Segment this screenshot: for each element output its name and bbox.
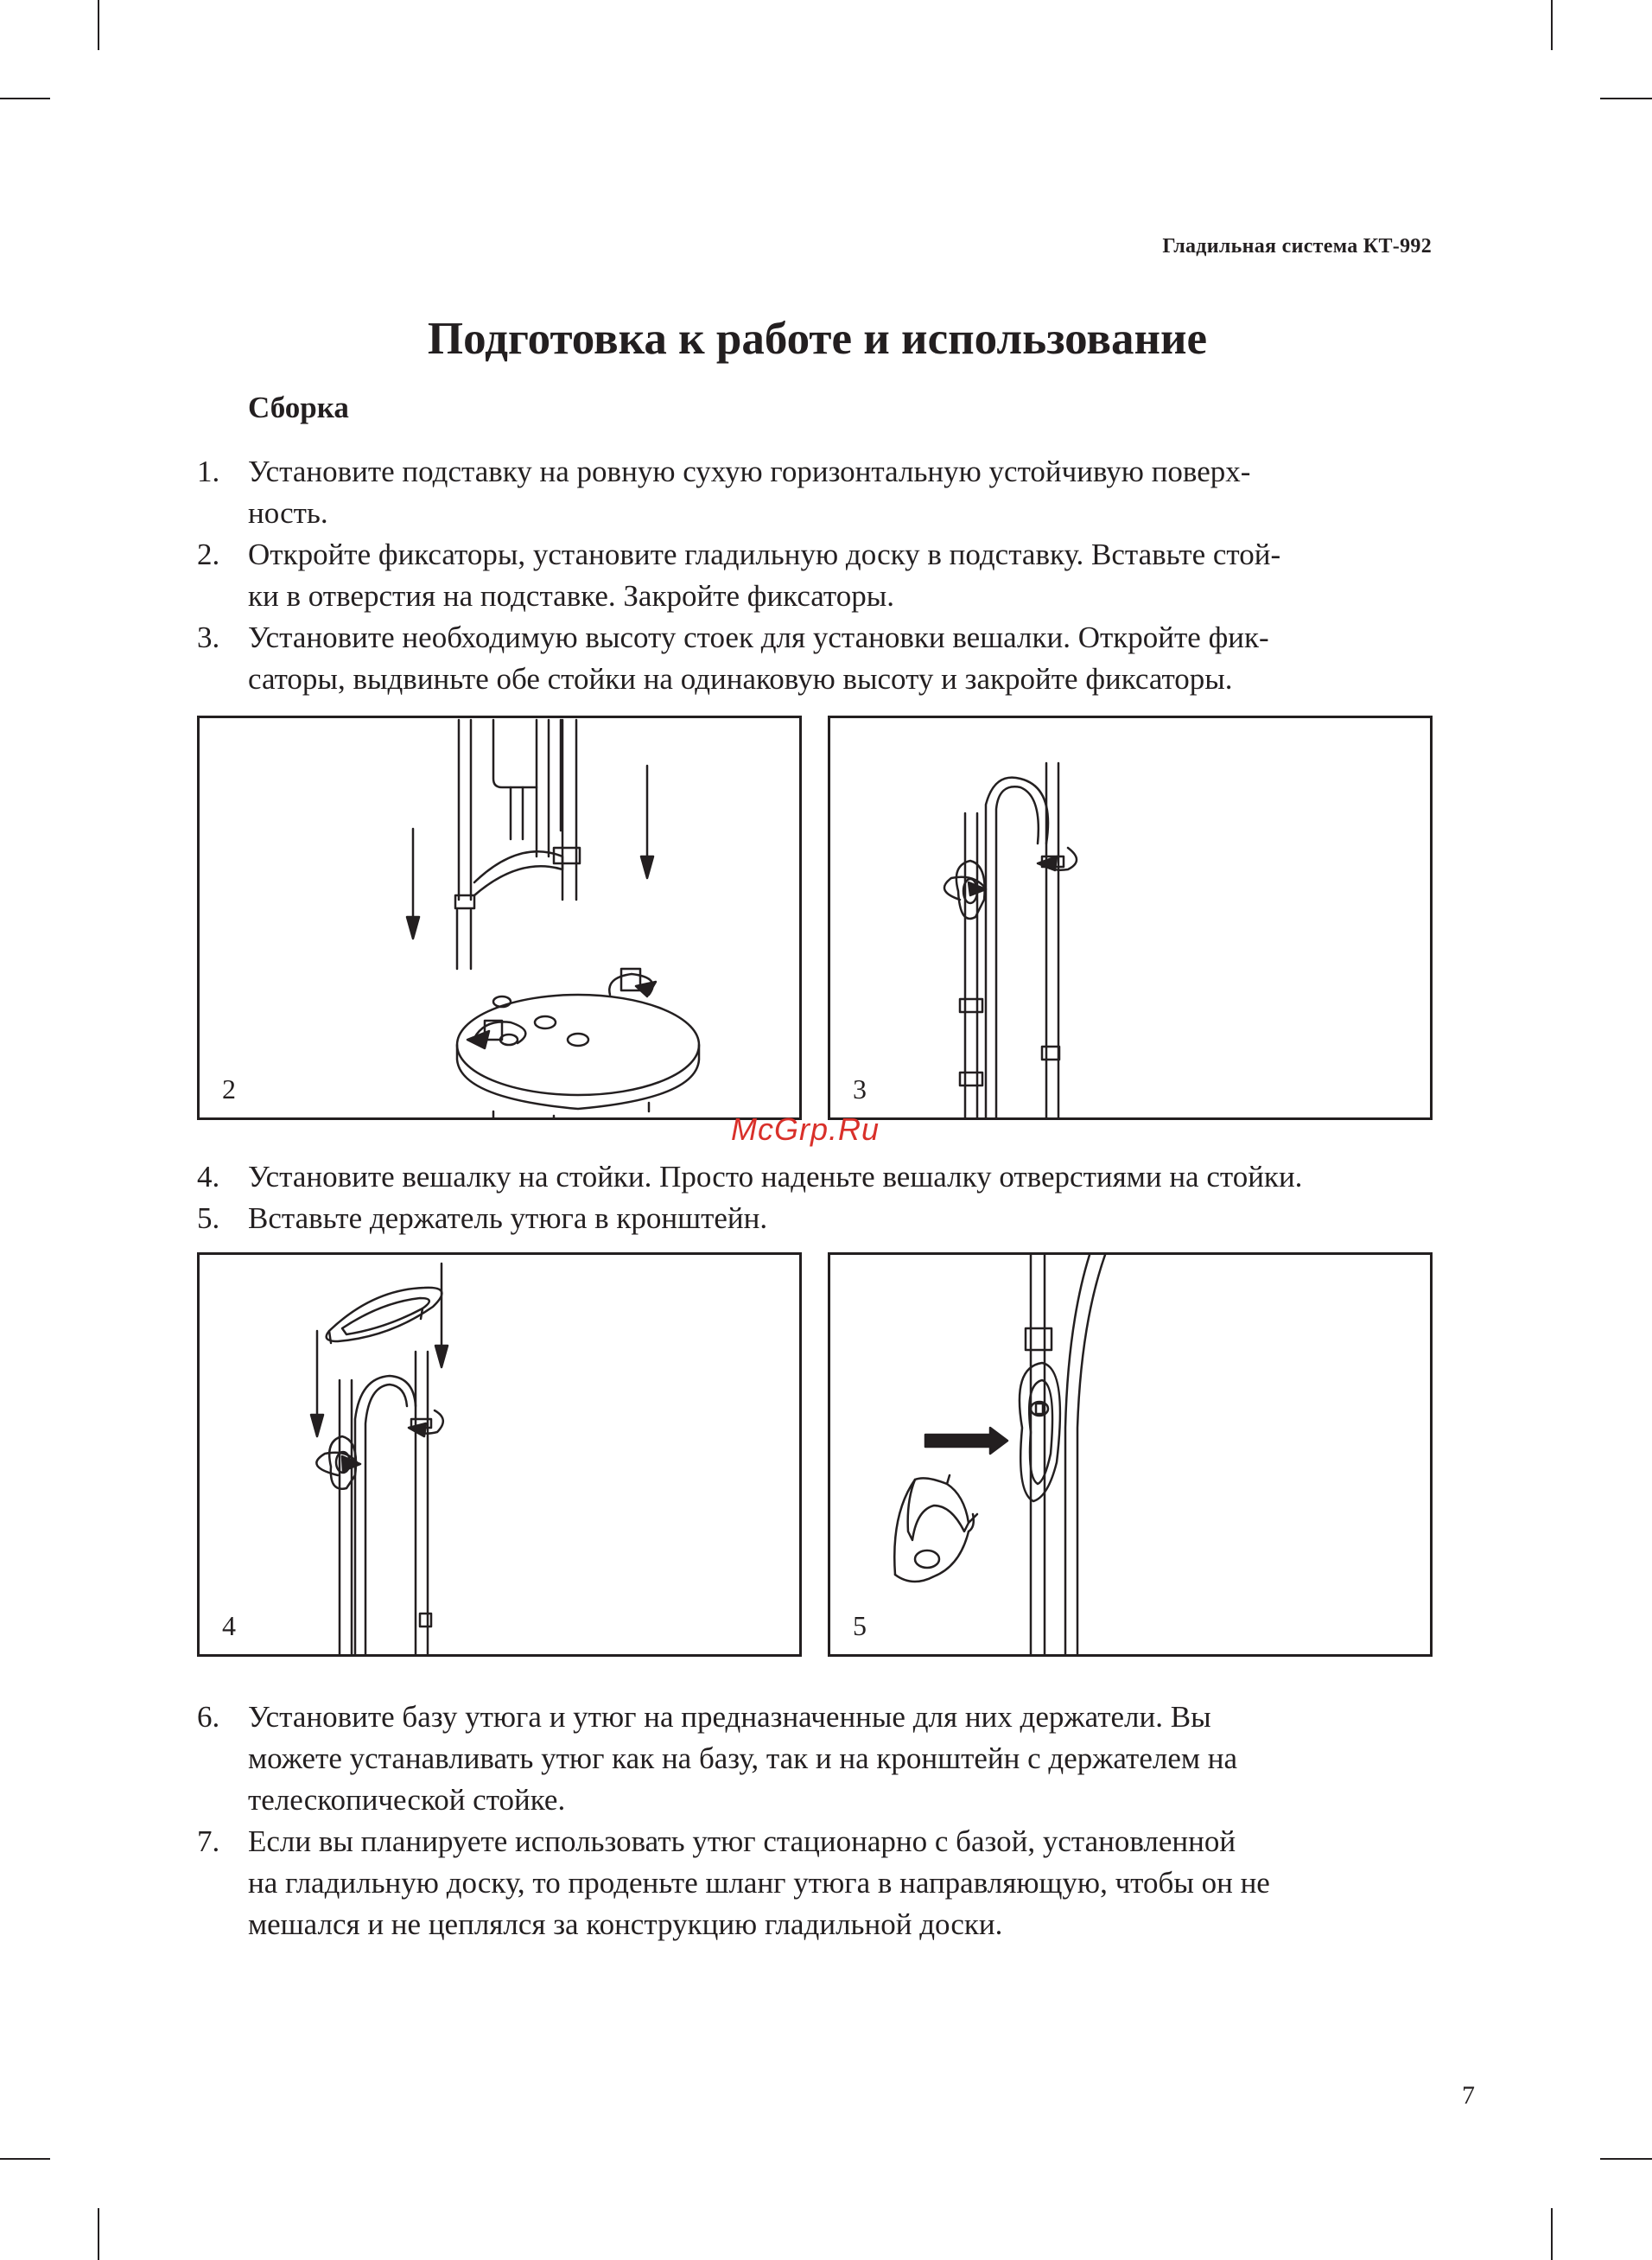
step-text: Откройте фиксаторы, установите гладильную доску в подставку. Вставьте стой- ки в отверстия на подставке. Закройте фиксаторы. xyxy=(248,538,1281,613)
crop-mark xyxy=(98,0,99,50)
step-number: 3. xyxy=(197,621,220,654)
crop-mark xyxy=(1551,2208,1553,2260)
crop-mark xyxy=(0,2158,50,2160)
figure-label: 3 xyxy=(853,1073,867,1105)
step-text: Если вы планируете использовать утюг стационарно с базой, установленной на гладильную доску, то проденьте шланг утюга в направляющую, чтобы он не мешался и не цеплялся за конструкцию гладильной доски. xyxy=(248,1824,1270,1941)
steps-list-3 xyxy=(197,1697,1450,1945)
step-number: 7. xyxy=(197,1824,220,1858)
figure-label: 4 xyxy=(222,1610,236,1641)
step-item xyxy=(197,1821,1450,1945)
crop-mark xyxy=(1600,98,1652,99)
figure-4-illustration xyxy=(200,1255,799,1654)
step-text: Вставьте держатель утюга в кронштейн. xyxy=(248,1201,768,1235)
page-title: Подготовка к работе и использование xyxy=(427,314,1208,364)
step-number: 5. xyxy=(197,1201,220,1235)
steps-list-2 xyxy=(197,1156,1450,1239)
step-item xyxy=(197,451,1450,534)
step-item xyxy=(197,617,1450,700)
watermark: McGrp.Ru xyxy=(731,1111,880,1147)
steps-list-1 xyxy=(197,451,1450,700)
page-number: 7 xyxy=(1462,2081,1475,2110)
running-header: Гладильная система КТ-992 xyxy=(1162,235,1432,258)
figure-label: 2 xyxy=(222,1073,236,1105)
section-title: Сборка xyxy=(248,391,349,424)
step-text: Установите необходимую высоту стоек для установки вешалки. Откройте фик- саторы, выдвиньте обе стойки на одинаковую высоту и закройте фиксаторы. xyxy=(248,621,1269,696)
crop-mark xyxy=(1600,2158,1652,2160)
figure-3 xyxy=(828,716,1433,1120)
step-item xyxy=(197,534,1450,617)
figure-label: 5 xyxy=(853,1610,867,1641)
figure-2 xyxy=(197,716,802,1120)
figure-3-illustration xyxy=(830,718,1430,1117)
step-text: Установите вешалку на стойки. Просто наденьте вешалку отверстиями на стойки. xyxy=(248,1160,1303,1194)
figure-4 xyxy=(197,1252,802,1657)
step-item xyxy=(197,1198,1450,1239)
step-item xyxy=(197,1156,1450,1198)
step-number: 1. xyxy=(197,455,220,488)
step-item xyxy=(197,1697,1450,1821)
figure-5 xyxy=(828,1252,1433,1657)
step-text: Установите подставку на ровную сухую горизонтальную устойчивую поверх- ность. xyxy=(248,455,1251,530)
crop-mark xyxy=(1551,0,1553,50)
crop-mark xyxy=(98,2208,99,2260)
step-number: 4. xyxy=(197,1160,220,1194)
step-text: Установите базу утюга и утюг на предназначенные для них держатели. Вы можете устанавливать утюг как на базу, так и на кронштейн с держателем на телескопической стойке. xyxy=(248,1700,1238,1817)
figure-2-illustration xyxy=(200,718,799,1117)
crop-mark xyxy=(0,98,50,99)
step-number: 2. xyxy=(197,538,220,571)
figure-5-illustration xyxy=(830,1255,1430,1654)
step-number: 6. xyxy=(197,1700,220,1734)
